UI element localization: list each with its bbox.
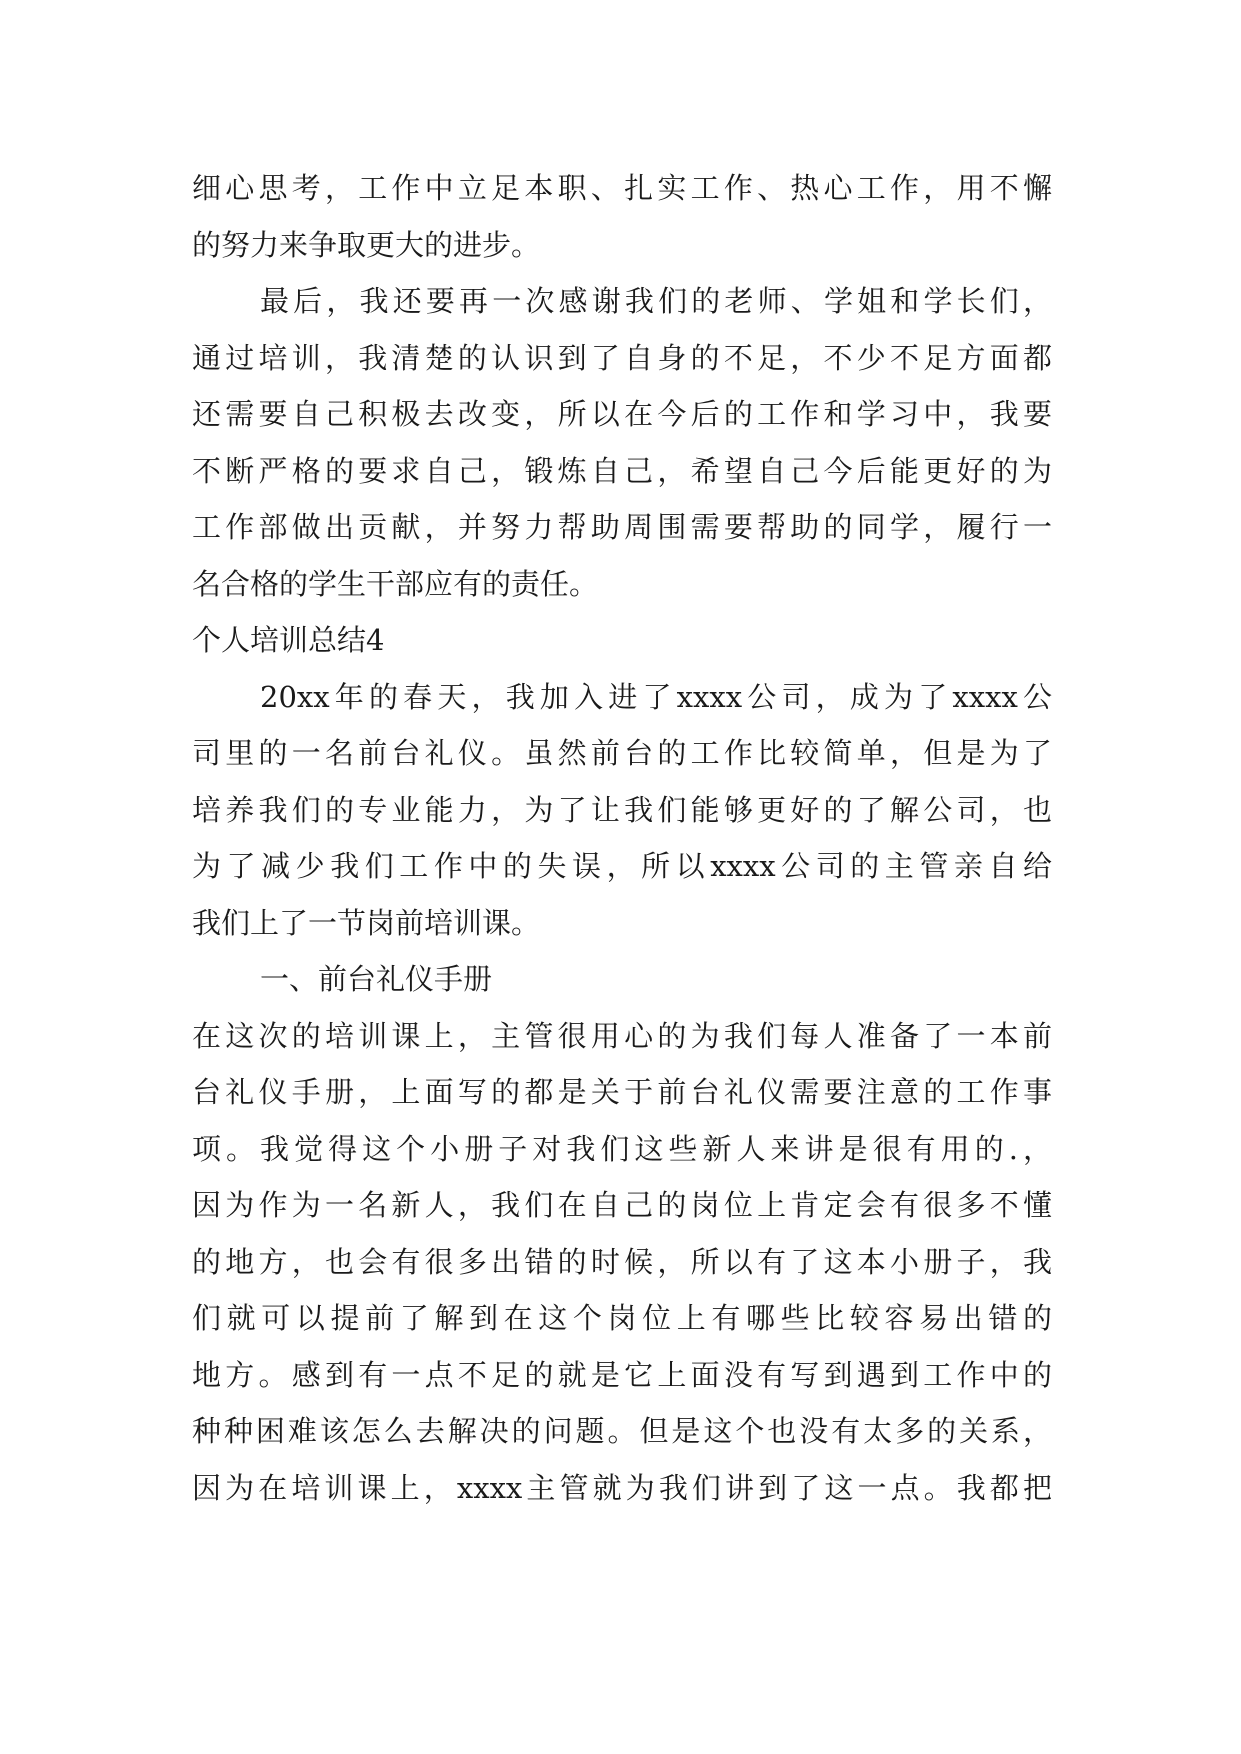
- paragraph-line: 司里的一名前台礼仪。虽然前台的工作比较简单，但是为了: [192, 736, 1052, 770]
- paragraph-line: 项。我觉得这个小册子对我们这些新人来讲是很有用的.，: [192, 1131, 1052, 1166]
- paragraph-line: 为了减少我们工作中的失误，所以xxxx公司的主管亲自给: [192, 849, 1052, 883]
- paragraph-line: 因为作为一名新人，我们在自己的岗位上肯定会有很多不懂: [192, 1188, 1052, 1222]
- paragraph-line: 通过培训，我清楚的认识到了自身的不足，不少不足方面都: [192, 340, 1052, 375]
- paragraph-line: 最后，我还要再一次感谢我们的老师、学姐和学长们，: [260, 284, 1052, 318]
- paragraph-line: 不断严格的要求自己，锻炼自己，希望自己今后能更好的为: [192, 453, 1052, 488]
- paragraph-4: [192, 1008, 1052, 1517]
- paragraph-line: 地方。感到有一点不足的就是它上面没有写到遇到工作中的: [192, 1357, 1052, 1392]
- paragraph-line: 们就可以提前了解到在这个岗位上有哪些比较容易出错的: [192, 1301, 1052, 1335]
- paragraph-line: 因为在培训课上，xxxx主管就为我们讲到了这一点。我都把: [192, 1470, 1052, 1505]
- paragraph-2: [192, 273, 1052, 612]
- paragraph-line: 的地方，也会有很多出错的时候，所以有了这本小册子，我: [192, 1244, 1052, 1279]
- paragraph-line: 工作部做出贡献，并努力帮助周围需要帮助的同学，履行一: [192, 510, 1052, 544]
- paragraph-line: 在这次的培训课上，主管很用心的为我们每人准备了一本前: [192, 1018, 1052, 1053]
- paragraph-1: [192, 160, 1052, 273]
- paragraph-line: 名合格的学生干部应有的责任。: [192, 566, 599, 601]
- paragraph-line: 种种困难该怎么去解决的问题。但是这个也没有太多的关系，: [192, 1414, 1052, 1448]
- paragraph-3: [192, 669, 1052, 952]
- paragraph-line: 台礼仪手册，上面写的都是关于前台礼仪需要注意的工作事: [192, 1075, 1052, 1109]
- paragraph-line: 的努力来争取更大的进步。: [192, 227, 541, 262]
- document-body: [192, 160, 1052, 1516]
- paragraph-line: 培养我们的专业能力，为了让我们能够更好的了解公司，也: [192, 792, 1052, 827]
- paragraph-line: 我们上了一节岗前培训课。: [192, 905, 541, 940]
- paragraph-line: 细心思考，工作中立足本职、扎实工作、热心工作，用不懈: [192, 171, 1052, 205]
- section-heading: 个人培训总结4: [192, 623, 385, 657]
- paragraph-line: 20xx年的春天，我加入进了xxxx公司，成为了xxxx公: [260, 679, 1052, 714]
- subsection-heading: 一、前台礼仪手册: [260, 962, 493, 996]
- paragraph-line: 还需要自己积极去改变，所以在今后的工作和学习中，我要: [192, 397, 1052, 431]
